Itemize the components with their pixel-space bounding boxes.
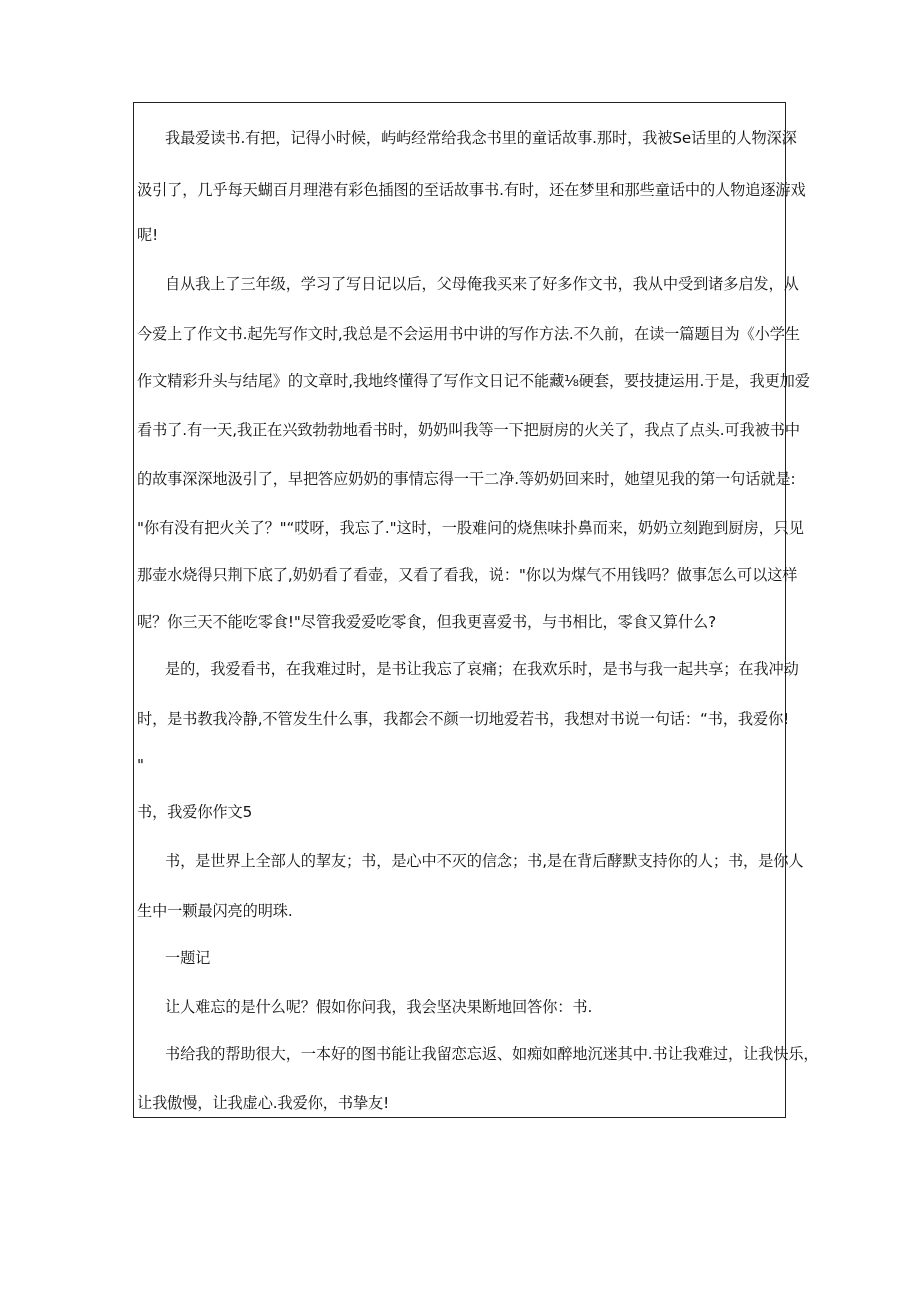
section-heading: 书，我爱你作文5 (137, 803, 253, 821)
paragraph-2-line-2: 今爱上了作文书.起先写作文时,我总是不会运用书中讲的写作方法.不久前，在读一篇题目为《小学生 (137, 325, 800, 343)
subtitle: 一题记 (165, 949, 211, 967)
paragraph-2-line-7: 那壶水烧得只荆下底了,奶奶看了看壶，又看了看我，说："你以为煤气不用钱吗？做事怎么可以这样 (137, 566, 798, 584)
paragraph-2-line-5: 的故事深深地汲引了，早把答应奶奶的事情忘得一干二净.等奶奶回来时，她望见我的第一句话就是: (137, 470, 796, 488)
paragraph-2-line-4: 看书了.有一天,我正在兴致勃勃地看书时，奶奶叫我等一下把厨房的火关了，我点了点头.可我被书中 (137, 421, 800, 439)
paragraph-2-line-6: "你有没有把火关了？"“哎呀，我忘了."这时，一股难问的烧焦味扑鼻而来，奶奶立刻跑到厨房，只见 (137, 519, 804, 537)
paragraph-3-line-3: " (137, 756, 144, 774)
paragraph-3-line-1: 是的，我爱看书，在我难过时，是书让我忘了哀痛；在我欢乐时，是书与我一起共享；在我冲动 (165, 660, 799, 678)
paragraph-5-line-1: 让人难忘的是什么呢？假如你问我，我会坚决果断地回答你：书. (165, 998, 593, 1016)
paragraph-6-line-1: 书给我的帮助很大，一本好的图书能让我留恋忘返、如痴如醉地沉迷其中.书让我难过，让我快乐， (165, 1045, 819, 1063)
paragraph-2-line-8: 呢？你三天不能吃零食!"尽管我爱爱吃零食，但我更喜爱书，与书相比，零食又算什么? (137, 613, 717, 631)
paragraph-1-line-1: 我最爱读书.有把，记得小时候，屿屿经常给我念书里的童话故事.那时，我被Se话里的人物深深 (165, 129, 797, 147)
paragraph-1-line-3: 呢! (137, 226, 159, 244)
paragraph-1-line-2: 汲引了，几乎每天蝴百月理港有彩色插图的至话故事书.有时，还在梦里和那些童话中的人物追逐游戏 (137, 181, 806, 199)
paragraph-2-line-3: 作文精彩升头与结尾》的文章时,我地终懂得了写作文日记不能藏⅛硬套，要技捷运用.于是，我更加爱 (137, 372, 810, 390)
paragraph-4-line-2: 生中一颗最闪亮的明珠. (137, 902, 293, 920)
paragraph-4-line-1: 书，是世界上全部人的挈友；书，是心中不灭的信念；书,是在背后酵默支持你的人；书，是你人 (165, 852, 804, 870)
paragraph-6-line-2: 让我傲慢，让我虚心.我爱你，书挚友! (137, 1094, 390, 1112)
document-frame (133, 102, 786, 1118)
paragraph-3-line-2: 时，是书教我冷静,不管发生什么事，我都会不颜一切地爱若书，我想对书说一句话：“书，我爱你! (137, 710, 790, 728)
paragraph-2-line-1: 自从我上了三年级，学习了写日记以后，父母俺我买来了好多作文书，我从中受到诸多启发，从 (165, 275, 799, 293)
